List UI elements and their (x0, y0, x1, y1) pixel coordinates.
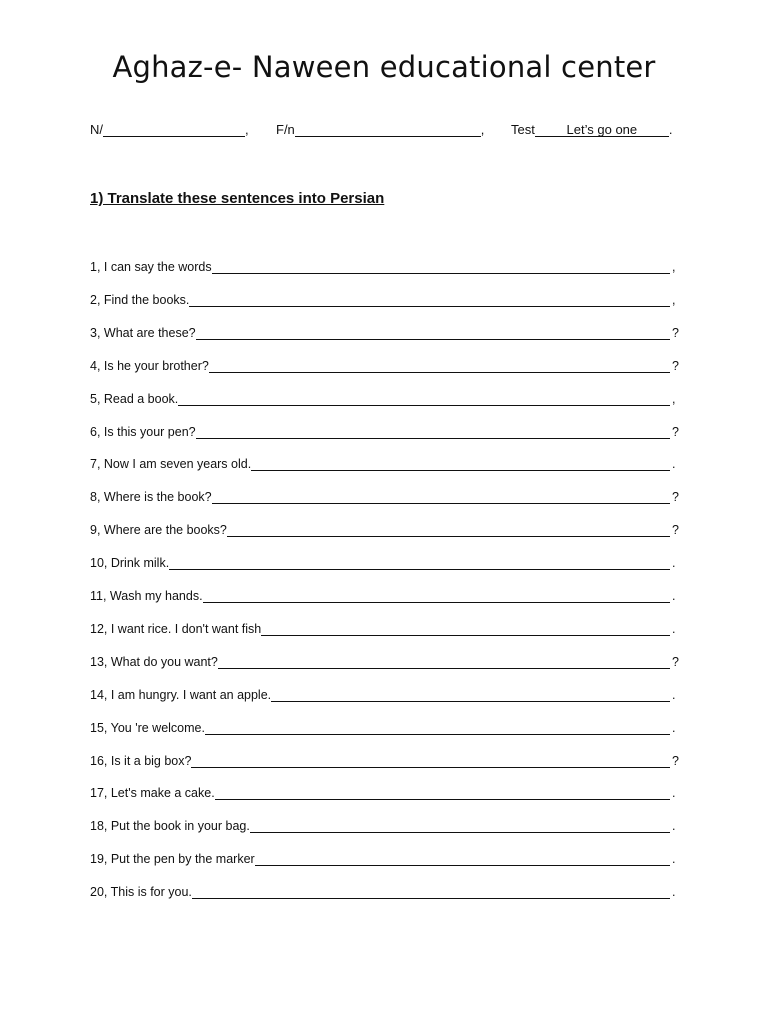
list-item (90, 620, 680, 636)
answer-blank[interactable] (209, 360, 670, 373)
list-item (90, 719, 680, 735)
answer-blank[interactable] (250, 820, 670, 833)
list-item (90, 324, 680, 340)
question-text: 13, What do you want? (90, 654, 218, 669)
list-item (90, 521, 680, 537)
end-mark: . (672, 885, 676, 900)
question-text: 5, Read a book. (90, 391, 179, 406)
end-mark: , (672, 260, 676, 274)
answer-blank[interactable] (189, 294, 670, 307)
answer-blank[interactable] (218, 656, 670, 669)
end-mark: ? (672, 523, 679, 538)
answer-blank[interactable] (271, 689, 670, 702)
end-mark: . (672, 589, 676, 603)
end-mark: , (672, 391, 676, 406)
end-mark: . (672, 786, 676, 801)
list-item (90, 455, 680, 471)
father-name-field[interactable] (276, 122, 484, 137)
question-text: 7, Now I am seven years old. (90, 457, 252, 472)
end-mark: ? (672, 358, 679, 373)
test-value: Let’s go one (535, 122, 669, 137)
answer-blank[interactable] (212, 261, 670, 274)
answer-blank[interactable] (196, 327, 670, 340)
end-mark: . (672, 819, 676, 834)
question-text: 15, You 're welcome. (90, 720, 205, 735)
father-name-end-mark: , (480, 122, 485, 137)
question-text: 3, What are these? (90, 325, 196, 340)
list-item (90, 817, 680, 833)
question-text: 18, Put the book in your bag. (90, 819, 250, 834)
end-mark: ? (672, 654, 679, 669)
question-text: 20, This is for you. (90, 885, 192, 900)
question-text: 12, I want rice. I don't want fish (90, 621, 262, 636)
student-info-line (90, 122, 680, 142)
answer-blank[interactable] (212, 491, 670, 504)
end-mark: , (672, 292, 676, 307)
end-mark: . (672, 720, 676, 735)
end-mark: ? (672, 753, 679, 768)
list-item (90, 653, 680, 669)
list-item (90, 554, 680, 570)
question-text: 10, Drink milk. (90, 556, 170, 571)
answer-blank[interactable] (196, 426, 670, 439)
list-item (90, 291, 680, 307)
father-name-label: F/n (276, 122, 295, 137)
question-text: 14, I am hungry. I want an apple. (90, 687, 272, 702)
question-text: 8, Where is the book? (90, 490, 212, 505)
answer-blank[interactable] (192, 886, 670, 899)
test-field (511, 122, 672, 137)
end-mark: ? (672, 424, 679, 439)
list-item (90, 587, 680, 603)
name-end-mark: , (245, 122, 249, 137)
question-text: 6, Is this your pen? (90, 424, 196, 439)
page-title: Aghaz-e- Naween educational center (112, 50, 656, 84)
question-text: 4, Is he your brother? (90, 358, 209, 373)
list-item (90, 686, 680, 702)
list-item (90, 752, 680, 768)
question-text: 9, Where are the books? (90, 523, 227, 538)
answer-blank[interactable] (203, 590, 670, 603)
end-mark: ? (672, 490, 679, 505)
answer-blank[interactable] (251, 458, 670, 471)
list-item (90, 488, 680, 504)
list-item (90, 423, 680, 439)
answer-blank[interactable] (261, 623, 670, 636)
question-text: 16, Is it a big box? (90, 753, 192, 768)
answer-blank[interactable] (191, 755, 670, 768)
name-field[interactable] (90, 122, 249, 137)
test-end-mark: . (668, 122, 673, 137)
name-blank[interactable] (103, 122, 245, 137)
question-text: 1, I can say the words (90, 260, 212, 274)
question-text: 17, Let's make a cake. (90, 786, 215, 801)
list-item (90, 784, 680, 800)
list-item (90, 390, 680, 406)
end-mark: . (672, 852, 676, 867)
end-mark: . (672, 457, 676, 472)
list-item (90, 357, 680, 373)
answer-blank[interactable] (205, 722, 670, 735)
end-mark: ? (672, 325, 679, 340)
name-label: N/ (90, 122, 103, 137)
list-item (90, 850, 680, 866)
end-mark: . (672, 556, 676, 571)
father-name-blank[interactable] (295, 122, 481, 137)
answer-blank[interactable] (215, 787, 670, 800)
answer-blank[interactable] (169, 557, 670, 570)
section-title: 1) Translate these sentences into Persian (90, 190, 385, 207)
question-text: 19, Put the pen by the marker (90, 852, 255, 867)
answer-blank[interactable] (255, 853, 670, 866)
answer-blank[interactable] (178, 393, 670, 406)
answer-blank[interactable] (227, 524, 670, 537)
list-item (90, 883, 680, 899)
end-mark: . (672, 621, 676, 636)
test-label: Test (511, 122, 535, 137)
end-mark: . (672, 687, 676, 702)
list-item (90, 258, 680, 274)
question-text: 2, Find the books. (90, 292, 190, 307)
question-text: 11, Wash my hands. (90, 589, 203, 603)
